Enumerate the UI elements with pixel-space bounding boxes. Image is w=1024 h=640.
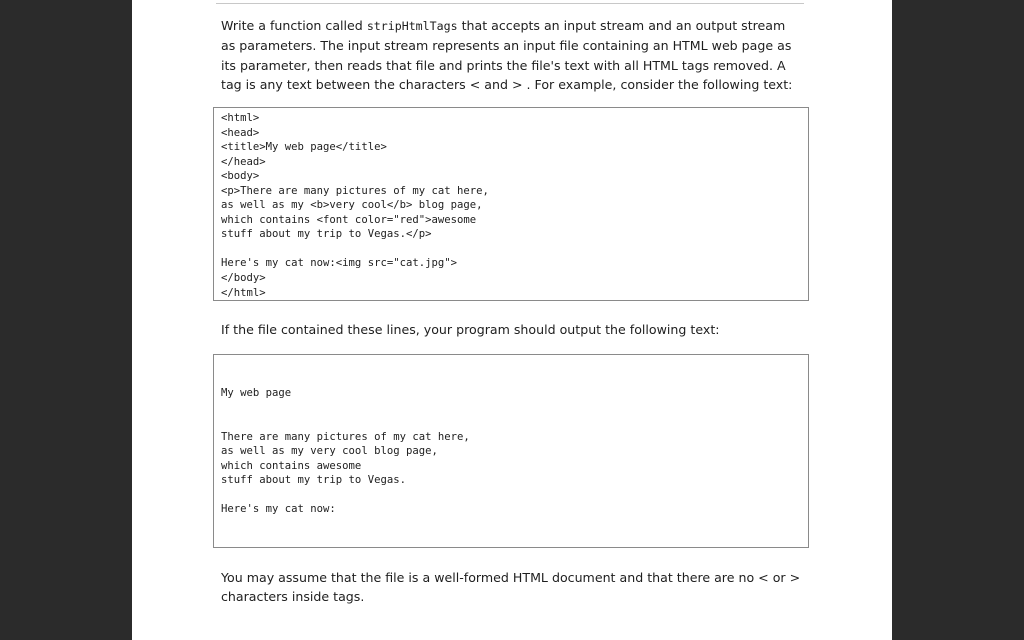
output-code-line: which contains awesome bbox=[221, 459, 362, 472]
input-code-line: as well as my <b>very cool</b> blog page, bbox=[221, 199, 483, 212]
function-name: stripHtmlTags bbox=[366, 19, 458, 33]
input-code-line: <body> bbox=[221, 170, 260, 183]
output-code-line bbox=[221, 488, 470, 503]
document-page bbox=[132, 0, 892, 640]
input-example-box bbox=[213, 107, 809, 301]
input-code-line: <title>My web page</title> bbox=[221, 141, 387, 154]
output-example-box bbox=[213, 354, 809, 548]
input-code-line: <html> bbox=[221, 112, 260, 124]
input-code-line: stuff about my trip to Vegas.</p> bbox=[221, 228, 432, 241]
input-example-code bbox=[221, 111, 489, 300]
input-code-line: which contains <font color="red">awesome bbox=[221, 213, 477, 226]
input-code-line: <head> bbox=[221, 126, 260, 139]
output-code-line: stuff about my trip to Vegas. bbox=[221, 474, 406, 487]
closing-text: You may assume that the file is a well-formed HTML document and that there are no < or > characters inside tags. bbox=[221, 570, 801, 605]
input-code-line: </html> bbox=[221, 286, 266, 299]
input-code-line: Here's my cat now:<img src="cat.jpg"> bbox=[221, 257, 457, 270]
output-example-code bbox=[221, 386, 470, 517]
output-code-line: My web page bbox=[221, 387, 292, 399]
output-code-line: as well as my very cool blog page, bbox=[221, 445, 438, 458]
output-code-line: There are many pictures of my cat here, bbox=[221, 430, 470, 443]
middle-text: If the file contained these lines, your program should output the following text: bbox=[221, 322, 720, 337]
output-code-line bbox=[221, 415, 470, 430]
problem-description bbox=[221, 16, 801, 94]
input-code-line: </head> bbox=[221, 155, 266, 168]
intro-text-start: Write a function called bbox=[221, 18, 367, 33]
input-code-line: </body> bbox=[221, 272, 266, 285]
output-code-line bbox=[221, 401, 470, 416]
intro-text-rest: that accepts an input stream and an output stream as parameters. The input stream represents an input file containing an HTML web page as its parameter, then reads that file and prints the file's text with all HTML tags removed. A tag is any text between the characters < and > . For example, consider the following text: bbox=[221, 18, 793, 92]
input-code-line: <p>There are many pictures of my cat here, bbox=[221, 184, 489, 197]
input-code-line bbox=[221, 242, 489, 257]
output-code-line: Here's my cat now: bbox=[221, 503, 336, 516]
top-divider bbox=[216, 3, 804, 4]
